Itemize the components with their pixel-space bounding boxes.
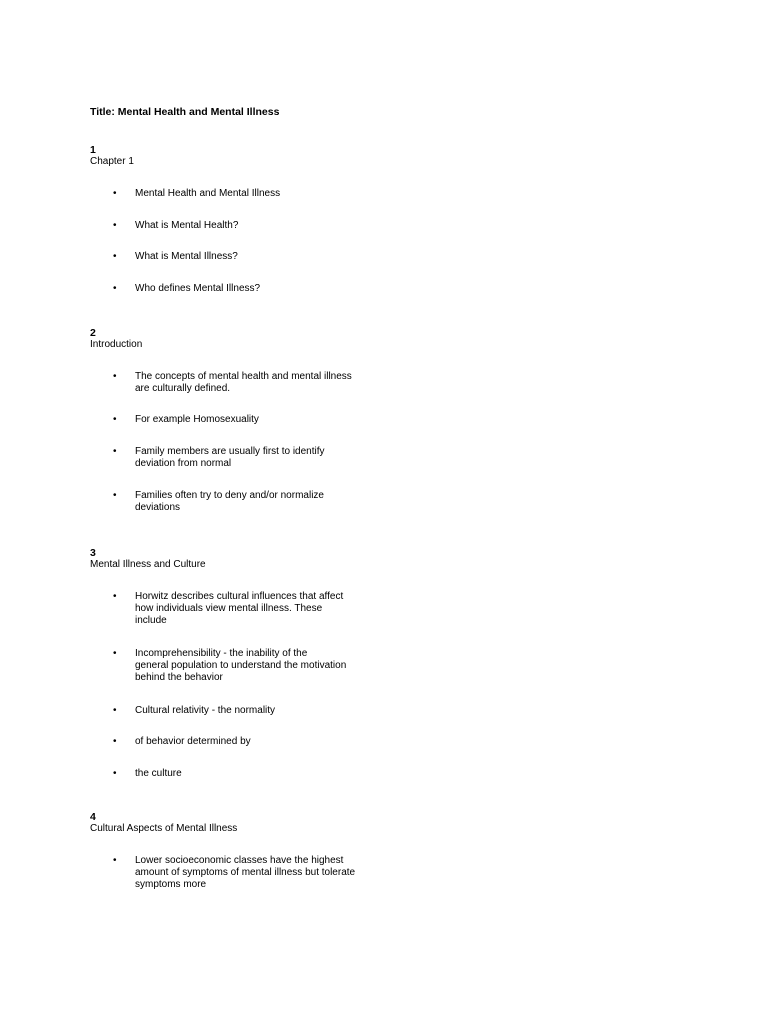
bullet-text: Incomprehensibility - the inability of the general population to understand the motivation behind the behavior [135, 648, 347, 683]
bullet-icon: • [113, 446, 117, 457]
section-4 [90, 811, 690, 890]
bullet-icon: • [113, 283, 117, 294]
section-number: 1 [90, 144, 96, 156]
document-title: Title: Mental Health and Mental Illness [90, 106, 280, 118]
bullet-text: Family members are usually first to identify deviation from normal [135, 446, 325, 469]
bullet-icon: • [113, 414, 117, 425]
bullet-icon: • [113, 648, 117, 659]
bullet-icon: • [113, 591, 117, 602]
section-2 [90, 327, 690, 513]
bullet-text: Lower socioeconomic classes have the highest amount of symptoms of mental illness but tolerate symptoms more [135, 855, 356, 890]
bullet-icon: • [113, 736, 117, 747]
section-1 [90, 144, 690, 294]
bullet-text: The concepts of mental health and mental illness are culturally defined. [135, 371, 352, 394]
bullet-text: Cultural relativity - the normality [135, 705, 276, 716]
section-3 [90, 547, 690, 779]
bullet-icon: • [113, 490, 117, 501]
bullet-text: the culture [135, 768, 182, 779]
section-number: 4 [90, 811, 96, 823]
bullet-text: Mental Health and Mental Illness [135, 188, 281, 199]
bullet-text: Families often try to deny and/or normalize deviations [135, 490, 324, 513]
bullet-text: What is Mental Illness? [135, 251, 238, 262]
bullet-text: What is Mental Health? [135, 220, 239, 231]
bullet-text: Who defines Mental Illness? [135, 283, 261, 294]
bullet-icon: • [113, 220, 117, 231]
bullet-icon: • [113, 855, 117, 866]
bullet-icon: • [113, 188, 117, 199]
bullet-icon: • [113, 705, 117, 716]
section-heading: Chapter 1 [90, 156, 134, 167]
bullet-icon: • [113, 768, 117, 779]
section-heading: Introduction [90, 339, 143, 350]
section-number: 2 [90, 327, 96, 339]
bullet-text: of behavior determined by [135, 736, 251, 747]
bullet-icon: • [113, 251, 117, 262]
section-heading: Mental Illness and Culture [90, 559, 206, 570]
section-number: 3 [90, 547, 96, 559]
bullet-text: Horwitz describes cultural influences that affect how individuals view mental illness. These include [135, 591, 344, 626]
bullet-icon: • [113, 371, 117, 382]
bullet-text: For example Homosexuality [135, 414, 259, 425]
section-heading: Cultural Aspects of Mental Illness [90, 823, 238, 834]
